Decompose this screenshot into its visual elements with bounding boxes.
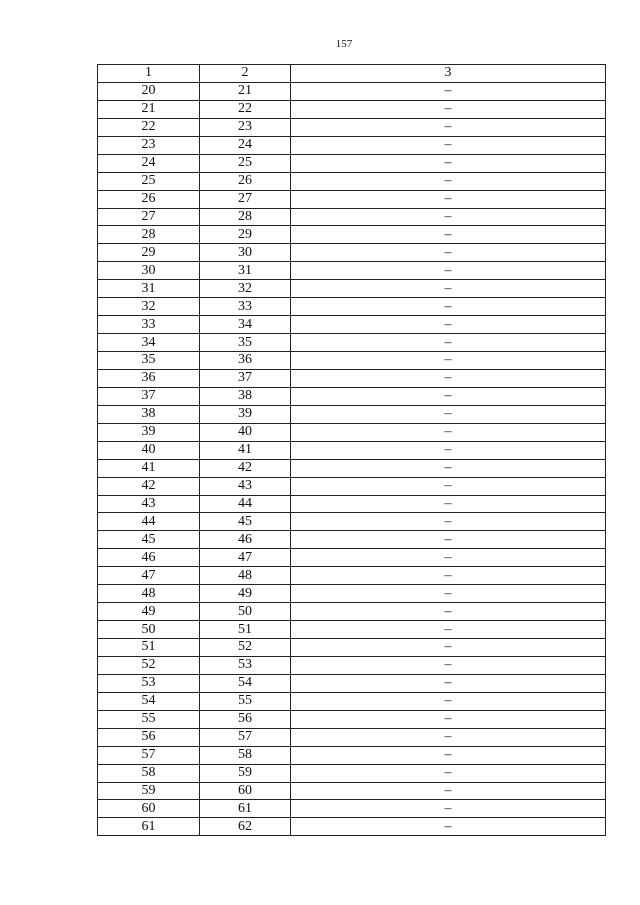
table-row: [98, 531, 606, 549]
table-row: [98, 100, 606, 118]
table-cell: 60: [98, 800, 200, 818]
table-cell: –: [291, 567, 606, 585]
table-cell: –: [291, 710, 606, 728]
table-cell: 58: [98, 764, 200, 782]
table-cell: 61: [98, 818, 200, 836]
table-cell: 28: [98, 226, 200, 244]
table-cell: 42: [200, 459, 291, 477]
column-header: 1: [98, 65, 200, 83]
table-cell: 25: [98, 172, 200, 190]
table-cell: –: [291, 316, 606, 334]
table-cell: 33: [98, 316, 200, 334]
table-cell: 20: [98, 82, 200, 100]
table-cell: 31: [98, 280, 200, 298]
table-cell: –: [291, 262, 606, 280]
table-row: [98, 782, 606, 800]
table-cell: 41: [200, 441, 291, 459]
table-cell: –: [291, 459, 606, 477]
table-cell: 55: [98, 710, 200, 728]
table-cell: 34: [200, 316, 291, 334]
table-cell: –: [291, 280, 606, 298]
table-row: [98, 746, 606, 764]
table-cell: 35: [200, 334, 291, 352]
table-row: [98, 800, 606, 818]
table-cell: –: [291, 728, 606, 746]
table-cell: 38: [98, 405, 200, 423]
table-cell: –: [291, 818, 606, 836]
table-cell: –: [291, 118, 606, 136]
table-cell: 39: [98, 423, 200, 441]
table-cell: 59: [200, 764, 291, 782]
table-cell: –: [291, 334, 606, 352]
table-cell: 42: [98, 477, 200, 495]
table-row: [98, 154, 606, 172]
table-cell: 30: [200, 244, 291, 262]
table-cell: –: [291, 656, 606, 674]
table-cell: 49: [200, 585, 291, 603]
table-cell: 49: [98, 603, 200, 621]
table-cell: 52: [98, 656, 200, 674]
table-row: [98, 423, 606, 441]
table-cell: 26: [200, 172, 291, 190]
table-cell: 36: [200, 352, 291, 370]
table-cell: 41: [98, 459, 200, 477]
table-cell: –: [291, 352, 606, 370]
table-row: [98, 764, 606, 782]
table-row: [98, 244, 606, 262]
table-cell: –: [291, 764, 606, 782]
table-row: [98, 513, 606, 531]
table-cell: –: [291, 154, 606, 172]
table-cell: 54: [98, 692, 200, 710]
table-row: [98, 603, 606, 621]
table-row: [98, 190, 606, 208]
table-cell: 22: [98, 118, 200, 136]
table-cell: 56: [200, 710, 291, 728]
table-cell: 47: [200, 549, 291, 567]
table-row: [98, 208, 606, 226]
table-cell: –: [291, 495, 606, 513]
table-row: [98, 549, 606, 567]
table-cell: 46: [200, 531, 291, 549]
table-row: [98, 172, 606, 190]
table-row: [98, 352, 606, 370]
table-cell: –: [291, 244, 606, 262]
table-cell: 53: [98, 674, 200, 692]
table-cell: –: [291, 387, 606, 405]
table-row: [98, 280, 606, 298]
table-cell: 59: [98, 782, 200, 800]
table-cell: 60: [200, 782, 291, 800]
table-cell: 25: [200, 154, 291, 172]
table-cell: –: [291, 800, 606, 818]
table-cell: 43: [98, 495, 200, 513]
table-cell: –: [291, 621, 606, 639]
table-cell: 48: [200, 567, 291, 585]
table-cell: 23: [200, 118, 291, 136]
table-row: [98, 692, 606, 710]
table-row: [98, 639, 606, 657]
table-cell: –: [291, 477, 606, 495]
table-cell: 48: [98, 585, 200, 603]
table-cell: –: [291, 746, 606, 764]
table-cell: 44: [98, 513, 200, 531]
table-cell: 51: [98, 639, 200, 657]
table-cell: –: [291, 226, 606, 244]
table-cell: –: [291, 639, 606, 657]
table-cell: 27: [98, 208, 200, 226]
table-row: [98, 495, 606, 513]
table-cell: 57: [98, 746, 200, 764]
table-cell: 32: [98, 298, 200, 316]
table-cell: 54: [200, 674, 291, 692]
table-cell: 24: [200, 136, 291, 154]
table-cell: 44: [200, 495, 291, 513]
page-number: 157: [335, 38, 353, 50]
table-row: [98, 674, 606, 692]
table-row: [98, 656, 606, 674]
table-row: [98, 369, 606, 387]
table-cell: 55: [200, 692, 291, 710]
table-cell: 26: [98, 190, 200, 208]
table-row: [98, 405, 606, 423]
table-cell: –: [291, 82, 606, 100]
table-cell: –: [291, 423, 606, 441]
table-cell: 50: [200, 603, 291, 621]
table-cell: 37: [98, 387, 200, 405]
table-row: [98, 316, 606, 334]
table-cell: 23: [98, 136, 200, 154]
table-row: [98, 710, 606, 728]
table-cell: 36: [98, 369, 200, 387]
table-row: [98, 118, 606, 136]
table-row: [98, 334, 606, 352]
data-table: [97, 64, 606, 836]
table-row: [98, 818, 606, 836]
table-cell: –: [291, 585, 606, 603]
table-cell: 22: [200, 100, 291, 118]
table-row: [98, 82, 606, 100]
table-body: [98, 82, 606, 835]
table-cell: 58: [200, 746, 291, 764]
table-cell: –: [291, 782, 606, 800]
table-cell: 33: [200, 298, 291, 316]
table-cell: 45: [200, 513, 291, 531]
table-cell: 28: [200, 208, 291, 226]
column-header: 2: [200, 65, 291, 83]
table-cell: –: [291, 190, 606, 208]
table-cell: 61: [200, 800, 291, 818]
table-row: [98, 387, 606, 405]
table-cell: 24: [98, 154, 200, 172]
table-cell: 37: [200, 369, 291, 387]
table-row: [98, 567, 606, 585]
table-cell: –: [291, 513, 606, 531]
table-row: [98, 477, 606, 495]
table-cell: –: [291, 172, 606, 190]
table-cell: –: [291, 549, 606, 567]
table-cell: 21: [98, 100, 200, 118]
table-cell: 32: [200, 280, 291, 298]
column-header: 3: [291, 65, 606, 83]
table-row: [98, 136, 606, 154]
table-cell: 57: [200, 728, 291, 746]
header-row: [98, 65, 606, 83]
table-cell: –: [291, 369, 606, 387]
table-cell: 29: [200, 226, 291, 244]
table-cell: 38: [200, 387, 291, 405]
table-row: [98, 262, 606, 280]
table-cell: –: [291, 298, 606, 316]
table-row: [98, 621, 606, 639]
table-cell: 52: [200, 639, 291, 657]
table-cell: 47: [98, 567, 200, 585]
table-cell: –: [291, 603, 606, 621]
table-cell: 40: [200, 423, 291, 441]
table-cell: 46: [98, 549, 200, 567]
table-cell: 27: [200, 190, 291, 208]
table-row: [98, 585, 606, 603]
table-row: [98, 298, 606, 316]
table-cell: 39: [200, 405, 291, 423]
table-cell: 56: [98, 728, 200, 746]
table-cell: –: [291, 208, 606, 226]
table-cell: 31: [200, 262, 291, 280]
table-cell: –: [291, 136, 606, 154]
table-row: [98, 459, 606, 477]
table-cell: 62: [200, 818, 291, 836]
table-cell: –: [291, 692, 606, 710]
table-cell: 43: [200, 477, 291, 495]
table-row: [98, 441, 606, 459]
table-cell: 29: [98, 244, 200, 262]
table-cell: –: [291, 405, 606, 423]
table-cell: –: [291, 441, 606, 459]
table-row: [98, 728, 606, 746]
table-cell: –: [291, 674, 606, 692]
table-cell: –: [291, 531, 606, 549]
table-cell: 30: [98, 262, 200, 280]
table-row: [98, 226, 606, 244]
table-cell: 34: [98, 334, 200, 352]
table-cell: 51: [200, 621, 291, 639]
table-cell: 45: [98, 531, 200, 549]
table-cell: –: [291, 100, 606, 118]
table-cell: 53: [200, 656, 291, 674]
table-cell: 35: [98, 352, 200, 370]
table-cell: 21: [200, 82, 291, 100]
table-cell: 40: [98, 441, 200, 459]
table-cell: 50: [98, 621, 200, 639]
